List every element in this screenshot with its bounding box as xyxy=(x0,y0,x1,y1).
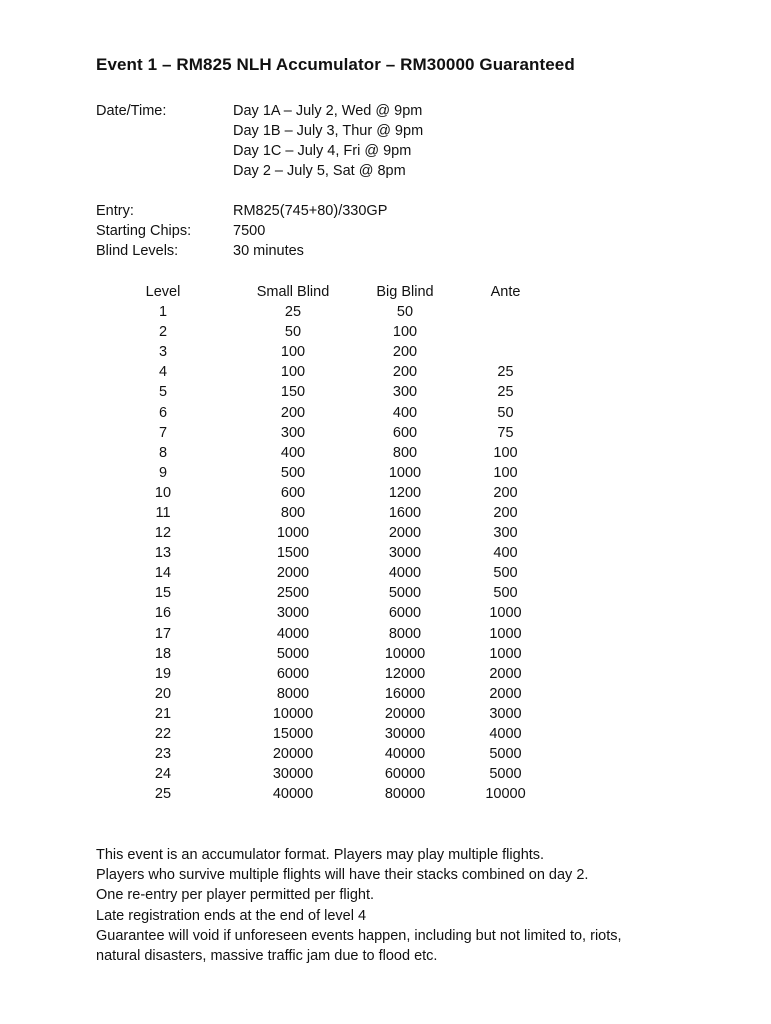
header-level: Level xyxy=(145,284,181,300)
cell-ante: 1000 xyxy=(489,625,522,642)
table-row xyxy=(112,724,573,744)
table-header-row xyxy=(112,282,573,302)
cell-small-blind: 8000 xyxy=(276,685,310,702)
cell-level: 9 xyxy=(158,464,168,481)
header-ante: Ante xyxy=(490,284,521,300)
cell-level: 25 xyxy=(154,786,172,803)
note-line: This event is an accumulator format. Players may play multiple flights. xyxy=(96,847,545,863)
header-big-blind: Big Blind xyxy=(376,284,434,300)
table-row xyxy=(112,302,573,322)
cell-ante: 25 xyxy=(497,384,514,401)
cell-big-blind: 50 xyxy=(396,304,414,321)
cell-big-blind: 200 xyxy=(392,344,418,361)
cell-big-blind: 1600 xyxy=(388,504,422,521)
cell-small-blind: 3000 xyxy=(276,605,310,622)
cell-ante: 50 xyxy=(497,404,514,421)
cell-level: 14 xyxy=(154,565,172,582)
table-row xyxy=(112,402,573,422)
cell-level: 13 xyxy=(154,545,172,562)
cell-level: 19 xyxy=(154,665,172,682)
cell-big-blind: 5000 xyxy=(388,585,422,602)
cell-small-blind: 40000 xyxy=(272,786,314,803)
cell-ante: 2000 xyxy=(489,685,522,702)
cell-ante: 5000 xyxy=(489,746,522,763)
table-row xyxy=(112,342,573,362)
table-row xyxy=(112,704,573,724)
date-day-1a: Day 1A – July 2, Wed @ 9pm xyxy=(233,103,423,119)
cell-level: 3 xyxy=(158,344,168,361)
cell-level: 18 xyxy=(154,645,172,662)
blind-structure-table xyxy=(112,282,573,804)
cell-small-blind: 500 xyxy=(280,464,306,481)
cell-ante: 75 xyxy=(497,424,514,441)
cell-small-blind: 30000 xyxy=(272,766,314,783)
cell-small-blind: 800 xyxy=(280,504,306,521)
table-row xyxy=(112,443,573,463)
table-row xyxy=(112,764,573,784)
cell-small-blind: 5000 xyxy=(276,645,310,662)
entry-row xyxy=(96,201,387,221)
cell-small-blind: 50 xyxy=(284,324,302,341)
note-line: One re-entry per player permitted per flight. xyxy=(96,887,375,904)
table-row xyxy=(112,543,573,563)
starting-chips-row xyxy=(96,221,387,241)
table-row xyxy=(112,624,573,644)
date-day-1b: Day 1B – July 3, Thur @ 9pm xyxy=(233,123,424,139)
cell-big-blind: 6000 xyxy=(388,605,422,622)
cell-big-blind: 3000 xyxy=(388,545,422,562)
cell-level: 2 xyxy=(158,324,168,341)
cell-ante: 100 xyxy=(493,464,518,481)
note-line: natural disasters, massive traffic jam due to flood etc. xyxy=(96,948,438,965)
document-title: Event 1 – RM825 NLH Accumulator – RM30000 Guaranteed xyxy=(96,55,575,74)
table-row xyxy=(112,563,573,583)
note-line: Players who survive multiple flights will have their stacks combined on day 2. xyxy=(96,867,589,884)
cell-small-blind: 1000 xyxy=(276,525,310,542)
table-row xyxy=(112,483,573,503)
cell-level: 23 xyxy=(154,746,172,763)
cell-big-blind: 4000 xyxy=(388,565,422,582)
table-row xyxy=(112,684,573,704)
cell-ante: 2000 xyxy=(489,665,522,682)
cell-small-blind: 4000 xyxy=(276,625,310,642)
cell-level: 1 xyxy=(158,304,168,321)
cell-small-blind: 100 xyxy=(280,364,306,381)
cell-level: 11 xyxy=(155,504,171,521)
cell-level: 5 xyxy=(158,384,168,401)
table-row xyxy=(112,503,573,523)
cell-big-blind: 40000 xyxy=(384,746,426,763)
cell-big-blind: 600 xyxy=(392,424,418,441)
header-small-blind: Small Blind xyxy=(256,284,330,300)
cell-big-blind: 100 xyxy=(392,324,418,341)
cell-ante xyxy=(438,342,573,362)
cell-ante: 100 xyxy=(493,444,518,461)
cell-level: 7 xyxy=(158,424,168,441)
cell-small-blind: 2500 xyxy=(276,585,310,602)
cell-ante: 1000 xyxy=(489,645,522,662)
cell-big-blind: 400 xyxy=(392,404,418,421)
cell-big-blind: 80000 xyxy=(384,786,426,803)
starting-chips-value: 7500 xyxy=(233,223,266,239)
cell-level: 24 xyxy=(154,766,172,783)
blind-levels-label: Blind Levels: xyxy=(96,243,179,259)
cell-ante: 3000 xyxy=(489,705,522,722)
table-row xyxy=(112,603,573,623)
cell-big-blind: 10000 xyxy=(384,645,426,662)
cell-big-blind: 1200 xyxy=(388,484,422,501)
cell-big-blind: 8000 xyxy=(388,625,422,642)
note-line: Guarantee will void if unforeseen events happen, including but not limited to, riots, xyxy=(96,927,622,944)
cell-ante: 200 xyxy=(493,484,518,501)
event-details-section xyxy=(96,201,387,261)
cell-level: 6 xyxy=(158,404,168,421)
cell-big-blind: 60000 xyxy=(384,766,426,783)
cell-level: 17 xyxy=(154,625,172,642)
cell-small-blind: 1500 xyxy=(276,545,310,562)
cell-small-blind: 200 xyxy=(280,404,306,421)
note-line: Late registration ends at the end of level 4 xyxy=(96,907,367,924)
cell-big-blind: 1000 xyxy=(388,464,422,481)
cell-small-blind: 300 xyxy=(280,424,306,441)
cell-level: 4 xyxy=(158,364,168,381)
cell-level: 20 xyxy=(154,685,172,702)
cell-small-blind: 400 xyxy=(280,444,306,461)
cell-ante: 300 xyxy=(493,525,518,542)
cell-ante: 4000 xyxy=(489,726,522,743)
blind-levels-row xyxy=(96,241,387,261)
cell-small-blind: 600 xyxy=(280,484,306,501)
blind-levels-value: 30 minutes xyxy=(233,243,304,259)
cell-ante: 25 xyxy=(497,364,514,381)
cell-big-blind: 12000 xyxy=(384,665,426,682)
cell-level: 8 xyxy=(158,444,168,461)
cell-small-blind: 150 xyxy=(280,384,306,401)
cell-ante: 10000 xyxy=(485,786,526,803)
cell-small-blind: 10000 xyxy=(272,705,314,722)
cell-level: 10 xyxy=(154,484,172,501)
table-row xyxy=(112,744,573,764)
cell-level: 12 xyxy=(154,525,172,542)
cell-big-blind: 800 xyxy=(392,444,418,461)
cell-big-blind: 30000 xyxy=(384,726,426,743)
starting-chips-label: Starting Chips: xyxy=(96,223,192,239)
date-day-1c: Day 1C – July 4, Fri @ 9pm xyxy=(233,143,412,159)
table-row xyxy=(112,362,573,382)
date-time-section xyxy=(96,101,423,181)
cell-big-blind: 300 xyxy=(392,384,418,401)
date-time-label: Date/Time: xyxy=(96,103,167,119)
cell-level: 21 xyxy=(154,705,172,722)
cell-ante: 5000 xyxy=(489,766,522,783)
cell-small-blind: 100 xyxy=(280,344,306,361)
cell-ante: 1000 xyxy=(489,605,522,622)
entry-label: Entry: xyxy=(96,203,134,219)
cell-ante: 500 xyxy=(493,565,518,582)
table-row xyxy=(112,644,573,664)
table-row xyxy=(112,523,573,543)
table-row xyxy=(112,463,573,483)
cell-ante xyxy=(438,302,573,322)
cell-level: 22 xyxy=(154,726,172,743)
table-row xyxy=(112,583,573,603)
date-day-2: Day 2 – July 5, Sat @ 8pm xyxy=(233,163,406,179)
cell-small-blind: 2000 xyxy=(276,565,310,582)
table-row xyxy=(112,423,573,443)
cell-big-blind: 20000 xyxy=(384,705,426,722)
cell-level: 16 xyxy=(154,605,172,622)
cell-ante: 200 xyxy=(493,504,518,521)
table-row xyxy=(112,382,573,402)
table-row xyxy=(112,664,573,684)
cell-small-blind: 15000 xyxy=(272,726,314,743)
cell-small-blind: 6000 xyxy=(276,665,310,682)
cell-small-blind: 25 xyxy=(284,304,302,321)
cell-big-blind: 200 xyxy=(392,364,418,381)
cell-small-blind: 20000 xyxy=(272,746,314,763)
entry-value: RM825(745+80)/330GP xyxy=(233,203,388,219)
event-notes xyxy=(96,845,716,966)
cell-big-blind: 16000 xyxy=(384,685,426,702)
cell-ante xyxy=(438,322,573,342)
cell-big-blind: 2000 xyxy=(388,525,422,542)
table-row xyxy=(112,784,573,804)
cell-ante: 500 xyxy=(493,585,518,602)
table-row xyxy=(112,322,573,342)
cell-level: 15 xyxy=(154,585,172,602)
cell-ante: 400 xyxy=(493,545,518,562)
